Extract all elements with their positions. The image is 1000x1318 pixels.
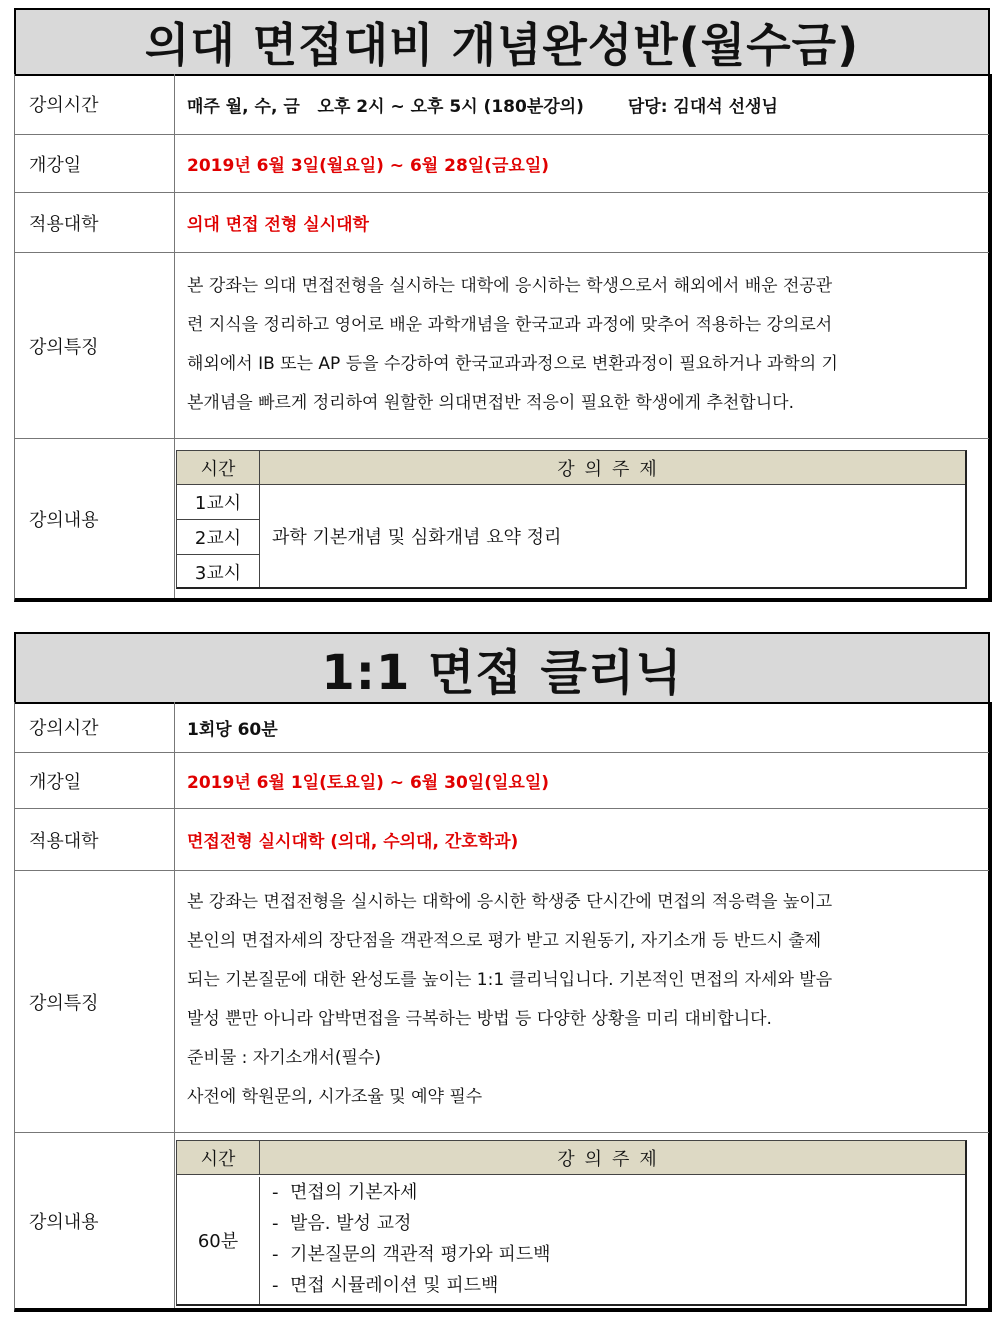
course1-start-label: 개강일 bbox=[15, 135, 175, 192]
course1-feature-label: 강의특징 bbox=[15, 253, 175, 438]
period-cell: 2교시 bbox=[177, 520, 259, 555]
course1-title: 의대 면접대비 개념완성반(월수금) bbox=[14, 8, 990, 76]
header-topic: 강의주제 bbox=[557, 1148, 667, 1170]
course2-feature-label: 강의특징 bbox=[15, 871, 175, 1132]
course2-time-label: 강의시간 bbox=[15, 702, 175, 752]
list-item: - 면접의 기본자세 bbox=[272, 1177, 965, 1208]
list-item: - 발음. 발성 교정 bbox=[272, 1208, 965, 1239]
feature-line: 해외에서 IB 또는 AP 등을 수강하여 한국교과과정으로 변환과정이 필요하거나 과학의 기 bbox=[187, 354, 838, 374]
course2-feature-text bbox=[187, 883, 979, 1117]
course1-apply-label: 적용대학 bbox=[15, 193, 175, 252]
feature-line: 본인의 면접자세의 장단점을 객관적으로 평가 받고 지원동기, 자기소개 등 반드시 출제 bbox=[187, 931, 822, 951]
course1-apply-row bbox=[15, 192, 989, 252]
list-item: - 면접 시뮬레이션 및 피드백 bbox=[272, 1270, 965, 1301]
course1-time-text: 매주 월, 수, 금 오후 2시 ~ 오후 5시 (180분강의) bbox=[187, 96, 584, 117]
feature-line: 본 강좌는 면접전형을 실시하는 대학에 응시한 학생중 단시간에 면접의 적응력을 높이고 bbox=[187, 892, 833, 912]
course2-time-value: 1회당 60분 bbox=[187, 719, 278, 740]
course1-content-label: 강의내용 bbox=[15, 439, 175, 598]
course1-time-label: 강의시간 bbox=[15, 74, 175, 134]
course2-title: 1:1 면접 클리닉 bbox=[14, 632, 990, 704]
header-topic: 강의주제 bbox=[557, 458, 667, 480]
course1-topic: 과학 기본개념 및 심화개념 요약 정리 bbox=[259, 485, 965, 587]
course1-start-row bbox=[15, 134, 989, 192]
course2-apply-value: 면접전형 실시대학 (의대, 수의대, 간호학과) bbox=[187, 832, 519, 852]
course2-apply-row bbox=[15, 808, 989, 870]
feature-line: 사전에 학원문의, 시가조율 및 예약 필수 bbox=[187, 1087, 483, 1107]
period-cell: 3교시 bbox=[194, 562, 242, 584]
subject-table-header bbox=[177, 451, 965, 485]
feature-line: 본 강좌는 의대 면접전형을 실시하는 대학에 응시하는 학생으로서 해외에서 배운 전공관 bbox=[187, 276, 833, 296]
header-time: 시간 bbox=[177, 451, 260, 484]
duration-cell: 60분 bbox=[197, 1230, 239, 1252]
list-item: - 기본질문의 객관적 평가와 피드백 bbox=[272, 1239, 965, 1270]
course2-content-label: 강의내용 bbox=[15, 1133, 175, 1308]
course2-start-row bbox=[15, 752, 989, 808]
course2-apply-label: 적용대학 bbox=[15, 809, 175, 870]
course2-subject-table bbox=[176, 1140, 967, 1306]
course2-topic-list bbox=[259, 1177, 965, 1304]
feature-line: 본개념을 빠르게 정리하여 원할한 의대면접반 적응이 필요한 학생에게 추천합니다. bbox=[187, 393, 794, 413]
subject-table-header bbox=[177, 1141, 965, 1175]
course1-apply-value: 의대 면접 전형 실시대학 bbox=[187, 215, 369, 235]
feature-line: 련 지식을 정리하고 영어로 배운 과학개념을 한국교과 과정에 맞추어 적용하는 강의로서 bbox=[187, 315, 833, 335]
course1-feature-row bbox=[15, 252, 989, 438]
feature-line: 발성 뿐만 아니라 압박면접을 극복하는 방법 등 다양한 상황을 미리 대비합니다. bbox=[187, 1009, 772, 1029]
feature-line: 되는 기본질문에 대한 완성도를 높이는 1:1 클리닉입니다. 기본적인 면접의 자세와 발음 bbox=[187, 970, 833, 990]
course2-start-value: 2019년 6월 1일(토요일) ~ 6월 30일(일요일) bbox=[187, 773, 550, 793]
period-cell: 1교시 bbox=[177, 485, 259, 520]
course1-subject-table bbox=[176, 450, 967, 589]
course1-start-value: 2019년 6월 3일(월요일) ~ 6월 28일(금요일) bbox=[187, 156, 550, 176]
course2-feature-row bbox=[15, 870, 989, 1132]
course1-time-row bbox=[15, 74, 989, 134]
course1-time-value bbox=[187, 74, 979, 134]
feature-line: 준비물 : 자기소개서(필수) bbox=[187, 1048, 382, 1068]
course2-time-row bbox=[15, 702, 989, 752]
header-time: 시간 bbox=[177, 1141, 260, 1174]
course1-feature-text bbox=[187, 267, 979, 423]
course1-teacher: 담당: 김대석 선생님 bbox=[627, 96, 778, 117]
course2-start-label: 개강일 bbox=[15, 753, 175, 808]
